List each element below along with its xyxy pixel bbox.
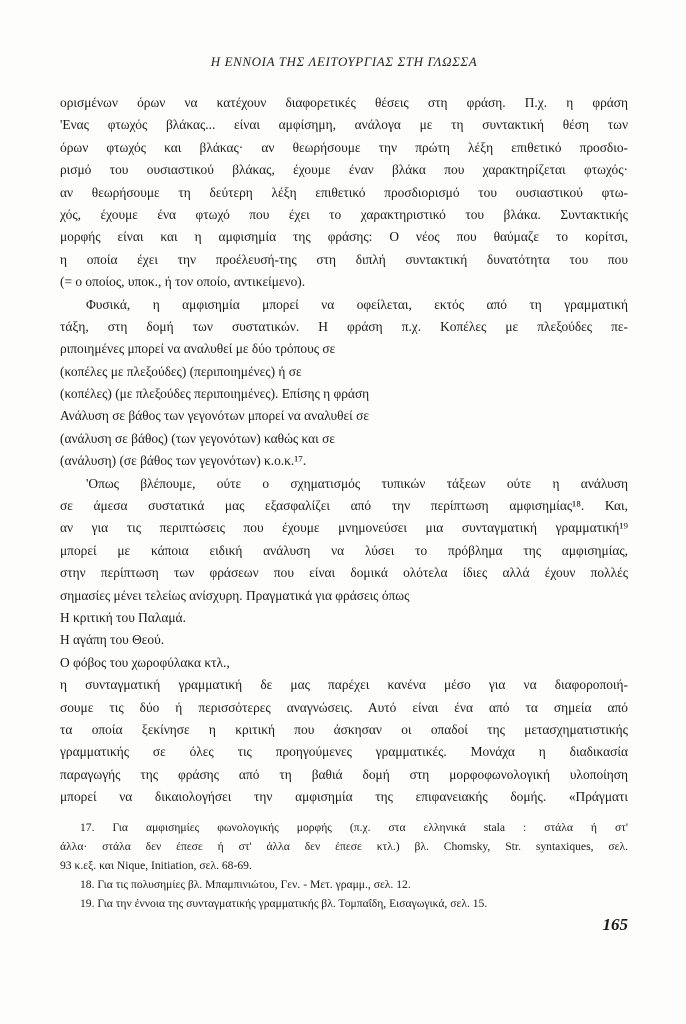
running-head: Η ΕΝΝΟΙΑ ΤΗΣ ΛΕΙΤΟΥΡΓΙΑΣ ΣΤΗ ΓΛΩΣΣΑ [210, 54, 478, 69]
body-line: παραγωγής της φράσης από τη βαθιά δομή στη μορφοφωνολογική υλοποίηση [60, 766, 628, 782]
body-line: γραμματικής σε όλες τις προηγούμενες γραμματικές. Μονάχα η διαδικασία [60, 744, 628, 760]
body-line: τάξη, στη δομή των συστατικών. Η φράση π.χ. Κοπέλες με πλεξούδες πε- [60, 318, 628, 334]
footnote-line: 17. Για αμφισημίες φωνολογικής μορφής (π.χ. στα ελληνικά stala : στάλα ή στ' [80, 821, 628, 834]
body-line: ορισμένων όρων να κατέχουν διαφορετικές θέσεις στη φράση. Π.χ. η φράση [60, 95, 628, 110]
footnotes [60, 818, 628, 913]
body-line: όρων φτωχός και βλάκας· αν θεωρήσουμε την πρώτη λέξη επιθετικό προσδιο- [60, 139, 628, 155]
body-line: σημασίες μένει τελείως ανίσχυρη. Πραγματικά για φράσεις όπως [60, 587, 410, 603]
footnote-line: 19. Για την έννοια της συνταγματικής γραμματικής βλ. Τομπαΐδη, Εισαγωγικά, σελ. 15. [80, 897, 488, 910]
body-line: η οποία έχει την προέλευσή-της στη διπλή συντακτική δυνατότητα του που [60, 251, 628, 267]
example-line: Ανάλυση σε βάθος των γεγονότων μπορεί να αναλυθεί σε [60, 408, 369, 424]
body-line: μπορεί να δικαιολογήσει την αμφισημία της επιφανειακής δομής. «Πράγματι [60, 789, 628, 805]
example-line: (ανάλυση σε βάθος) (των γεγονότων) καθώς και σε [60, 430, 335, 446]
body-line: μπορεί με κάποια ειδική ανάλυση να λύσει το πρόβλημα της αμφισημίας, [60, 542, 628, 558]
example-line: Η κριτική του Παλαμά. [60, 609, 186, 625]
body-text [60, 92, 628, 809]
body-line: η συνταγματική γραμματική δε μας παρέχει κανένα μέσο για να διαφοροποιή- [60, 677, 628, 693]
footnote-line: 18. Για τις πολυσημίες βλ. Μπαμπινιώτου, Γεν. - Μετ. γραμμ., σελ. 12. [80, 878, 411, 891]
body-line: (= ο οποίος, υποκ., ή τον οποίο, αντικείμενο). [60, 274, 306, 290]
body-line: μορφής είναι και η αμφισημία της φράσης: Ο νέος που θαύμαζε το κορίτσι, [60, 229, 628, 245]
footnote-line: 93 κ.εξ. και Nique, Initiation, σελ. 68-69. [60, 859, 252, 872]
example-line: Η αγάπη του Θεού. [60, 632, 165, 648]
example-line: (κοπέλες με πλεξούδες) (περιποιημένες) ή σε [60, 363, 302, 379]
body-line: σουμε τις δύο ή περισσότερες αναγνώσεις. Αυτό είναι ένα από τα σημεία από [60, 699, 628, 715]
body-line: αν για τις περιπτώσεις που έχουμε μνημονεύσει μια συνταγματική γραμματική¹⁹ [60, 520, 628, 536]
body-line: σε άμεσα συστατικά μας εξασφαλίζει από την περίπτωση αμφισημίας¹⁸. Και, [60, 498, 628, 514]
body-line: Φυσικά, η αμφισημία μπορεί να οφείλεται, εκτός από τη γραμματική [86, 296, 628, 312]
book-page [60, 0, 628, 1024]
example-line: Ο φόβος του χωροφύλακα κτλ., [60, 654, 230, 670]
footnote-line: άλλα· στάλα δεν έπεσε ή στ' άλλα δεν έπεσε κτλ.) βλ. Chomsky, Str. syntaxiques, σελ. [60, 840, 628, 853]
page-number: 165 [602, 915, 628, 934]
body-line: 'Οπως βλέπουμε, ούτε ο σχηματισμός τυπικών τάξεων ούτε η ανάλυση [86, 475, 628, 491]
body-line: στην περίπτωση των φράσεων που είναι δομικά ολότελα ίδιες αλλά έχουν πολλές [60, 565, 628, 581]
body-line: ρισμό του ουσιαστικού βλάκας, έχουμε έναν βλάκα που χαρακτηρίζεται φτωχός· [60, 162, 628, 178]
body-line: 'Ενας φτωχός βλάκας... είναι αμφίσημη, ανάλογα με τη συντακτική θέση των [60, 117, 628, 133]
body-line: αν θεωρήσουμε τη δεύτερη λέξη επιθετικό προσδιορισμό του ουσιαστικού φτω- [60, 184, 628, 200]
example-line: (ανάλυση) (σε βάθος των γεγονότων) κ.ο.κ.¹⁷. [60, 453, 307, 469]
body-line: τα οποία ξεκίνησε η κριτική που άσκησαν οι οπαδοί της μετασχηματιστικής [60, 721, 628, 737]
example-line: (κοπέλες) (με πλεξούδες περιποιημένες). Επίσης η φράση [60, 386, 370, 402]
body-line: χός, έχουμε ένα φτωχό που έχει το χαρακτηριστικό του βλάκα. Συντακτικής [60, 206, 628, 222]
body-line: ριποιημένες μπορεί να αναλυθεί με δύο τρόπους σε [60, 341, 336, 357]
